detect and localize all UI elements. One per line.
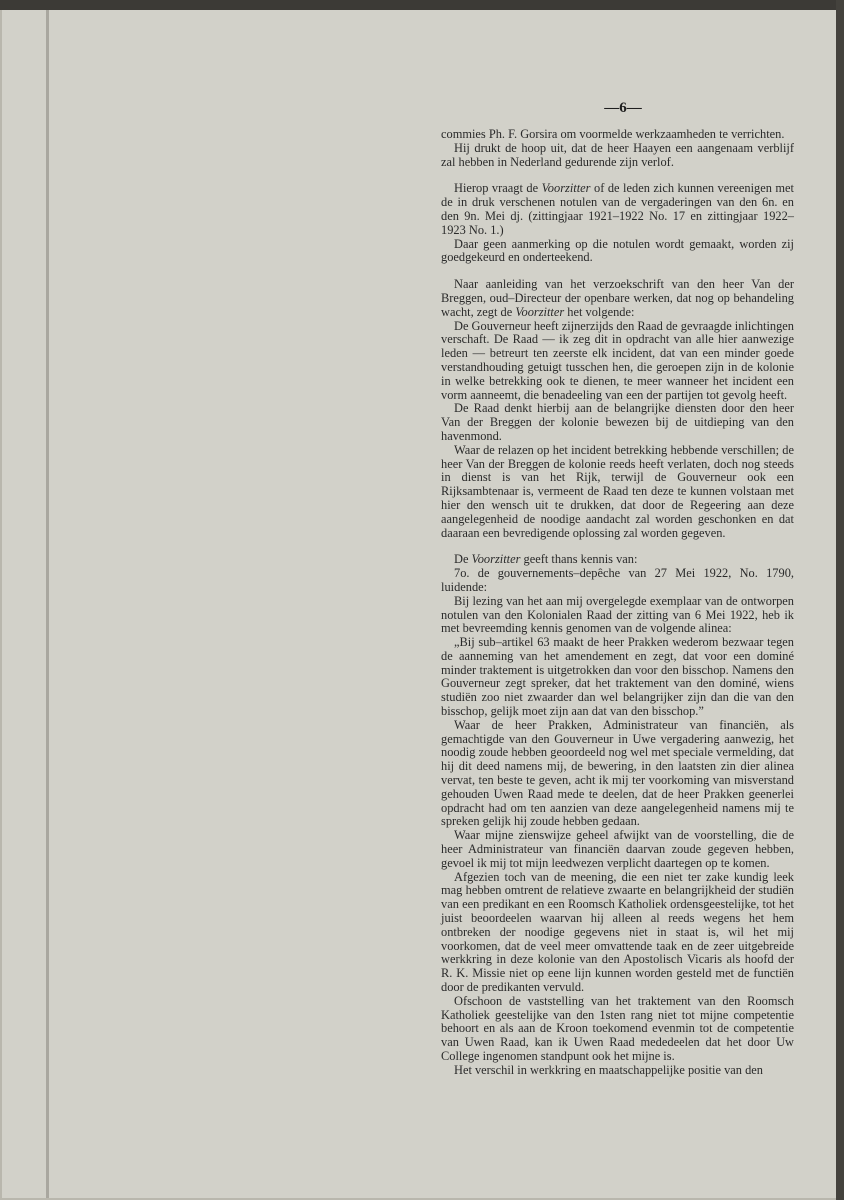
paragraph: De Voorzitter geeft thans kennis van: bbox=[454, 552, 638, 567]
speaker-name: Voorzitter bbox=[541, 181, 591, 196]
scan-border-right bbox=[836, 0, 844, 1200]
paragraph: Waar de relazen op het incident betrekking hebbende verschillen; de heer Van der Breggen de kolonie reeds heeft verlaten, doch nog steeds in dienst is van het Rijk, terwijl de Gouverneur ook een Rijksambtenaar is, vermeent de Raad ten deze te kunnen volstaan met hier den wensch uit te drukken, dat door de Regeering aan deze aangelegenheid de noodige aandacht zal worden geschonken en dat daaraan een bevredigende oplossing zal worden gegeven. bbox=[441, 442, 794, 540]
paragraph: Afgezien toch van de meening, die een niet ter zake kundig leek mag hebben omtrent de relatieve zwaarte en belangrijkheid der studiën van een predikant en een Roomsch Katholiek ordensgeestelijke, tot het juist beoordeelen waarvan hij alleen al reeds wegens het hem ontbreken der noodige gegevens niet in staat is, wil het mij voorkomen, dat de veel meer omvattende taak en de zeer uitgebreide werkkring in deze kolonie van den Apostolisch Vicaris als hoofd der R. K. Missie niet op eene lijn kunnen worden gesteld met de functiën door de predikanten vervuld. bbox=[441, 869, 794, 995]
paragraph: commies Ph. F. Gorsira om voormelde werkzaamheden te verrichten. bbox=[441, 127, 785, 141]
paragraph: Hierop vraagt de Voorzitter of de leden zich kunnen vereenigen met de in druk verschenen notulen van de vergaderingen van den 6n. en den 9n. Mei dj. (zittingjaar 1921–1922 No. 17 en zittingjaar 1922–1923 No. 1.) bbox=[441, 181, 794, 237]
speaker-name: Voorzitter bbox=[515, 304, 565, 319]
page-fold-line bbox=[46, 10, 49, 1198]
paragraph: Waar de heer Prakken, Administrateur van financiën, als gemachtigde van den Gouverneur in Uwe vergadering aanwezig, het noodig zoude hebben geoordeeld nog wel met speciale vermelding, dat hij dit deed namens mij, de bewering, in den laatsten zin dier alinea vervat, ten beste te geven, acht ik mij ter voorkoming van misverstand gehouden Uwen Raad mede te deelen, dat de heer Prakken geenerlei opdracht had om ten aanzien van deze aangelegenheid namens mij te spreken gelijk hij zoude hebben gedaan. bbox=[441, 717, 794, 829]
paragraph: Hij drukt de hoop uit, dat de heer Haayen een aangenaam verblijf zal hebben in Nederland gedurende zijn verlof. bbox=[441, 140, 794, 169]
paragraph: Het verschil in werkkring en maatschappelijke positie van den bbox=[454, 1062, 763, 1077]
page-number: —6— bbox=[604, 100, 642, 116]
paragraph: Naar aanleiding van het verzoekschrift van den heer Van der Breggen, oud–Directeur der openbare werken, dat nog op behandeling wacht, zegt de Voorzitter het volgende: bbox=[441, 277, 794, 319]
paragraph: Bij lezing van het aan mij overgelegde exemplaar van de ontworpen notulen van den Kolonialen Raad der zitting van 6 Mei 1922, heb ik met bevreemding kennis genomen van de volgende alinea: bbox=[441, 593, 794, 636]
paragraph: Daar geen aanmerking op die notulen wordt gemaakt, worden zij goedgekeurd en onderteekend. bbox=[441, 236, 794, 265]
quoted-paragraph: „Bij sub–artikel 63 maakt de heer Prakken wederom bezwaar tegen de aanneming van het amendement en zegt, dat voor een dominé minder traktement is uitgetrokken dan voor den bisschop. Namens den Gouverneur zegt spreker, dat het traktement van den dominé, wiens studiën zoo niet zwaarder dan wel belangrijker zijn dan die van den bisschop, gelijk moet zijn aan dat van den bisschop.” bbox=[441, 635, 794, 719]
paragraph: 7o. de gouvernements–depêche van 27 Mei 1922, No. 1790, luidende: bbox=[441, 566, 794, 594]
paragraph: Ofschoon de vaststelling van het traktement van den Roomsch Katholiek geestelijke van den 1sten rang niet tot mijne competentie behoort en als aan de Kroon toekomend evenmin tot de competentie van Uwen Raad, kan ik Uwen Raad mededeelen dat het door Uw College ingenomen standpunt ook het mijne is. bbox=[441, 993, 794, 1063]
paragraph: De Raad denkt hierbij aan de belangrijke diensten door den heer Van der Breggen der kolonie bewezen bij de uitdieping van den havenmond. bbox=[441, 401, 794, 443]
speaker-name: Voorzitter bbox=[471, 552, 521, 567]
paragraph: Waar mijne zienswijze geheel afwijkt van de voorstelling, die de heer Administrateur van financiën daarvan zoude gegeven hebben, gevoel ik mij tot mijn leedwezen verplicht daartegen op te komen. bbox=[441, 828, 794, 870]
paragraph: De Gouverneur heeft zijnerzijds den Raad de gevraagde inlichtingen verschaft. De Raad — ik zeg dit in opdracht van alle hier aanwezige leden — betreurt ten zeerste elk incident, dat van een minder goede verstandhouding getuigt tusschen hen, die geroepen zijn in de kolonie in welke betrekking ook te dienen, te meer wanneer het incident een vorm aanneemt, die benadeeling van een der partijen tot gevolg heeft. bbox=[441, 318, 794, 402]
text-column bbox=[441, 128, 794, 1078]
scan-border-top bbox=[0, 0, 844, 10]
